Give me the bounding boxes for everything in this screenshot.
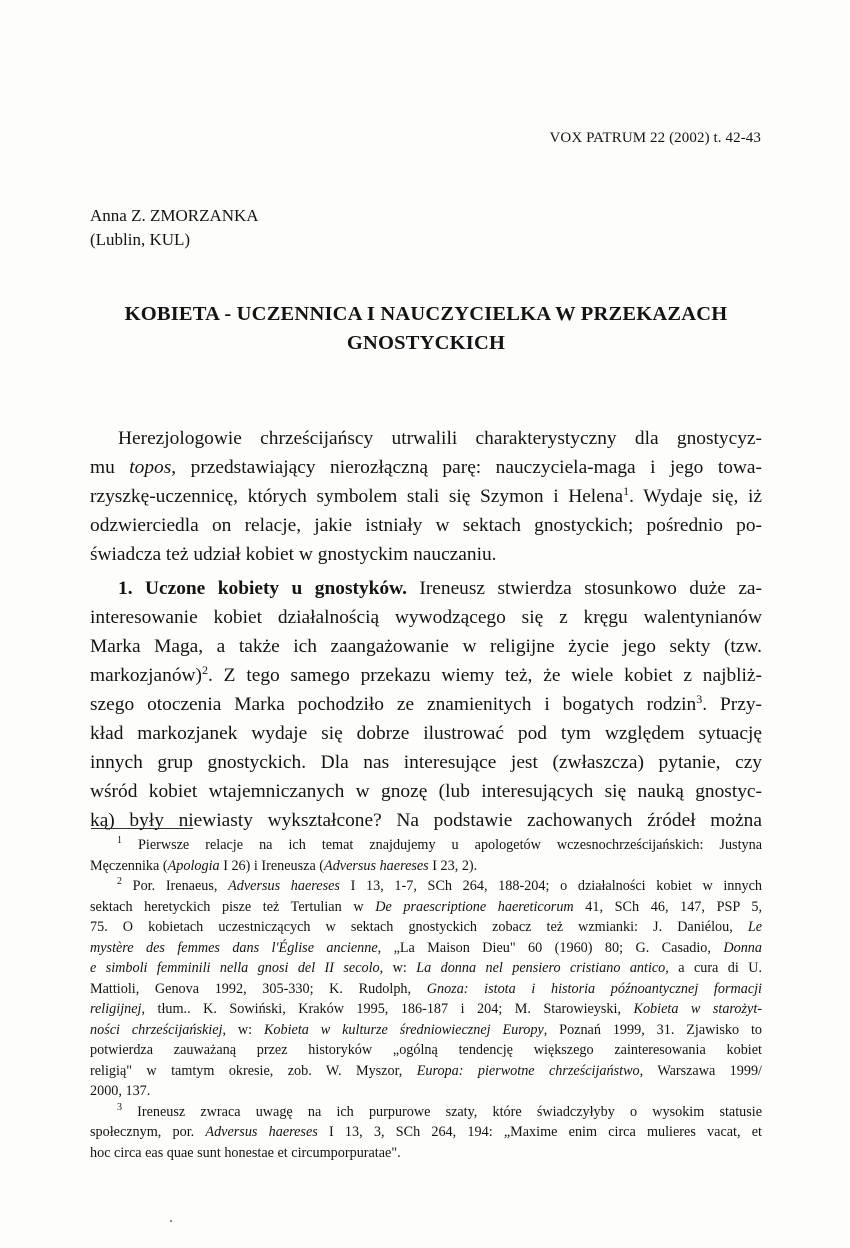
- footnote-line: ności chrześcijańskiej, w: Kobieta w kulturze średniowiecznej Europy, Poznań 1999, 31. Zjawisko to: [90, 1021, 762, 1038]
- text-line: szego otoczenia Marka pochodziło ze znamienitych i bogatych rodzin$^3$. Przy-: [90, 692, 763, 715]
- text-line: 1. Uczone kobiety u gnostyków. Ireneusz stwierdza stosunkowo duże za-: [118, 578, 762, 599]
- footnote-ref-3[interactable]: 3: [696, 692, 703, 706]
- title-line-1: KOBIETA - UCZENNICA I NAUCZYCIELKA W PRZEKAZACH: [124, 303, 728, 325]
- footnote-line: Męczennika (Apologia I 26) i Ireneusza (Adversus haereses I 23, 2).: [90, 857, 478, 874]
- author-name: Anna Z. ZMORZANKA: [90, 206, 259, 225]
- footnote-line: sektach heretyckich pisze też Tertulian w De praescriptione haereticorum 41, SCh 46, 147, PSP 5,: [90, 898, 762, 915]
- footnote-line: społecznym, por. Adversus haereses I 13, 3, SCh 264, 194: „Maxime enim circa mulieres vacat, et: [90, 1124, 762, 1140]
- text-line: mu topos, przedstawiający nierozłączną parę: nauczyciela-maga i jego towa-: [90, 457, 762, 478]
- section-heading: 1. Uczone kobiety u gnostyków.: [118, 578, 407, 599]
- journal-header: VOX PATRUM 22 (2002) t. 42-43: [549, 130, 761, 146]
- author-block: [90, 204, 259, 252]
- footnote-1: $^1$ Pierwsze relacje na ich temat znajdujemy u apologetów wczesnochrześcijańskich: Justyna: [117, 835, 762, 853]
- scan-speck: [170, 1220, 172, 1222]
- footnotes: [90, 835, 762, 1163]
- footnote-line: 2000, 137.: [90, 1083, 151, 1099]
- footnote-line: religią" w tamtym okresie, zob. W. Myszor, Europa: pierwotne chrześcijaństwo, Warszawa 1999/: [90, 1062, 762, 1079]
- footnote-line: e simboli femminili nella gnosi del II secolo, w: La donna nel pensiero cristiano antico, a cura di U.: [90, 960, 762, 976]
- footnote-line: mystère des femmes dans l'Église ancienne, „La Maison Dieu" 60 (1960) 80; G. Casadio, Donna: [90, 939, 762, 956]
- footnote-3: $^3$ Ireneusz zwraca uwagę na ich purpurowe szaty, które świadczyłyby o wysokim statusie: [117, 1101, 762, 1120]
- footnote-line: potwierdza zauważaną przez historyków „ogólną tendencję większego zainteresowania kobiet: [90, 1042, 762, 1058]
- text-line: rzyszkę-uczennicę, których symbolem stali się Szymon i Helena$^1$. Wydaje się, iż: [90, 484, 762, 507]
- footnote-line: religijnej, tłum.. K. Sowiński, Kraków 1995, 186-187 i 204; M. Starowieyski, Kobieta w starożyt-: [90, 1001, 762, 1017]
- title-line-2: GNOSTYCKICH: [346, 332, 506, 354]
- text-line: Herezjologowie chrześcijańscy utrwalili charakterystyczny dla gnostycyz-: [118, 428, 762, 449]
- footnote-ref-1[interactable]: 1: [623, 484, 630, 498]
- text-line: wśród kobiet wtajemniczanych w gnozę (lub interesujących się nauką gnostyc-: [90, 781, 762, 802]
- paragraph-section-1: [90, 574, 762, 835]
- text-line: innych grup gnostyckich. Dla nas interesujące jest (zwłaszcza) pytanie, czy: [90, 752, 762, 773]
- text-line: interesowanie kobiet działalnością wywodzącego się z kręgu walentynianów: [90, 607, 762, 628]
- footnote-line: hoc circa eas quae sunt honestae et circumporpuratae".: [90, 1144, 401, 1161]
- footnote-ref-2[interactable]: 2: [202, 663, 208, 677]
- text-line: kład markozjanek wydaje się dobrze ilustrować pod tym względem sytuację: [90, 723, 762, 744]
- text-line: odzwierciedla on relacje, jakie istniały w sektach gnostyckich; pośrednio po-: [90, 515, 762, 536]
- paragraph-intro: [90, 424, 762, 569]
- author-affiliation: (Lublin, KUL): [90, 230, 191, 249]
- italic-term: topos: [129, 457, 172, 478]
- text-line: markozjanów)$^2$. Z tego samego przekazu wiemy też, że wiele kobiet z najbliż-: [90, 663, 762, 686]
- text-line: świadcza też udział kobiet w gnostyckim nauczaniu.: [90, 544, 497, 565]
- footnote-divider: [91, 828, 193, 829]
- text-line: Marka Maga, a także ich zaangażowanie w religijne życie jego sekty (tzw.: [90, 636, 762, 657]
- footnote-line: 75. O kobietach uczestniczących w sektach gnostyckich zobacz też wzmianki: J. Daniélou, Le: [90, 919, 762, 935]
- text-line: ką) były niewiasty wykształcone? Na podstawie zachowanych źródeł można: [90, 810, 762, 831]
- footnote-2: $^2$ Por. Irenaeus, Adversus haereses I 13, 1-7, SCh 264, 188-204; o działalności kobiet w innych: [117, 876, 762, 894]
- article-title: [90, 300, 762, 358]
- footnote-line: Mattioli, Genova 1992, 305-330; K. Rudolph, Gnoza: istota i historia późnoantycznej formacji: [90, 980, 762, 997]
